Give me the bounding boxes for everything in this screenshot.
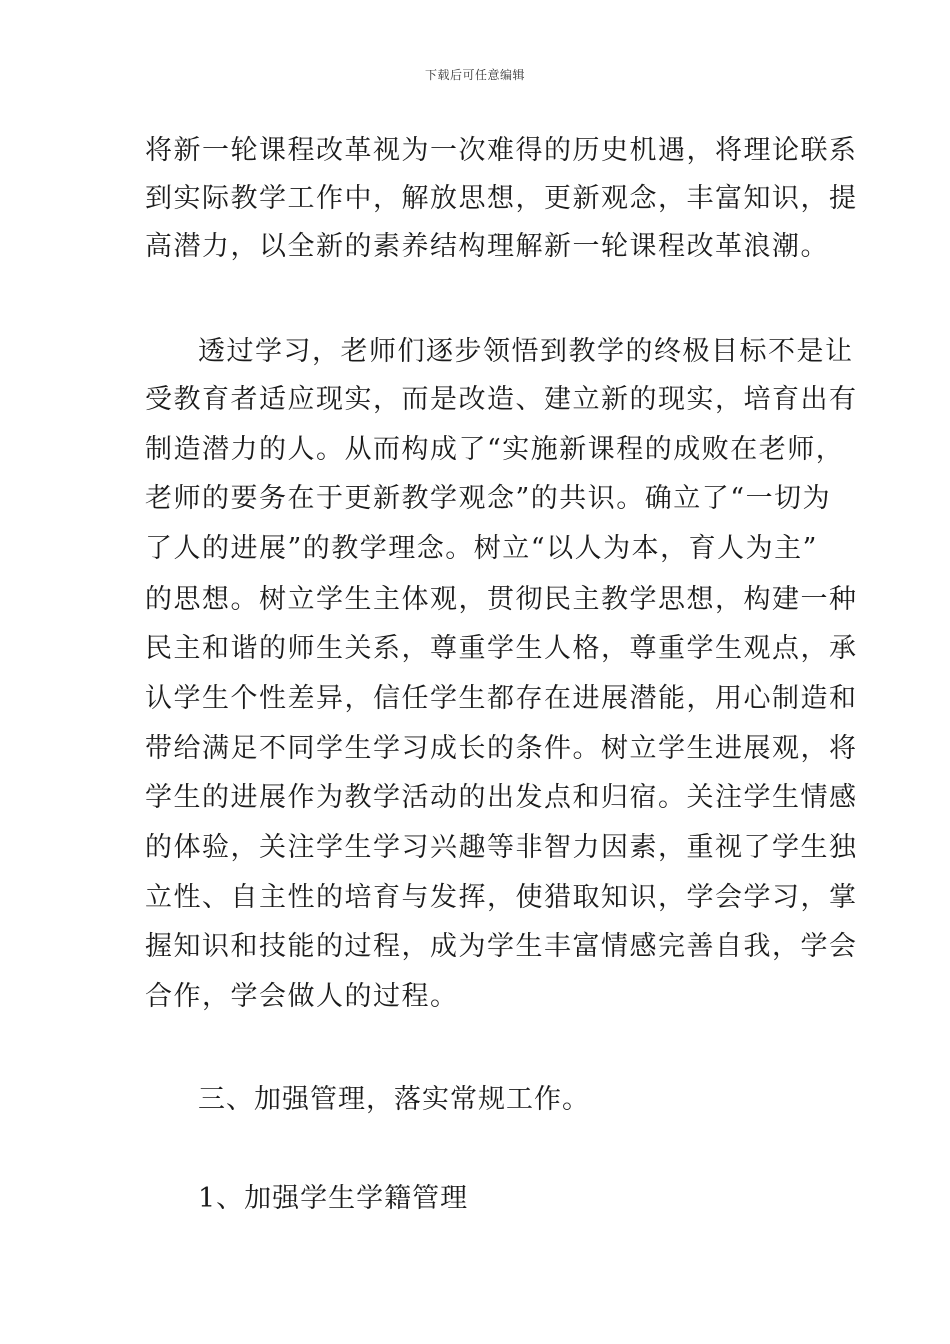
paragraph-2-line-13: 握知识和技能的过程，成为学生丰富情感完善自我，学会 xyxy=(145,931,858,962)
paragraph-2-line-6: 的思想。树立学生主体观，贯彻民主教学思想，构建一种 xyxy=(145,584,858,615)
paragraph-1-line-2: 到实际教学工作中，解放思想，更新观念，丰富知识，提 xyxy=(145,183,858,214)
paragraph-2-line-10: 学生的进展作为教学活动的出发点和归宿。关注学生情感 xyxy=(145,782,858,813)
paragraph-2-line-5: 了人的进展”的教学理念。树立“以人为本，育人为主” xyxy=(145,533,818,564)
paragraph-1-line-1: 将新一轮课程改革视为一次难得的历史机遇，将理论联系 xyxy=(145,135,858,166)
paragraph-2-line-9: 带给满足不同学生学习成长的条件。树立学生进展观，将 xyxy=(145,733,858,764)
download-editable-note: 下载后可任意编辑 xyxy=(424,68,525,82)
paragraph-2-line-11: 的体验，关注学生学习兴趣等非智力因素，重视了学生独 xyxy=(145,832,858,863)
section-heading: 三、加强管理，落实常规工作。 xyxy=(198,1084,590,1115)
paragraph-2-line-3: 制造潜力的人。从而构成了“实施新课程的成败在老师， xyxy=(145,434,845,465)
paragraph-2-line-7: 民主和谐的师生关系，尊重学生人格，尊重学生观点，承 xyxy=(145,633,858,664)
paragraph-2-line-1: 透过学习，老师们逐步领悟到教学的终极目标不是让 xyxy=(198,336,854,367)
paragraph-1-line-3: 高潜力，以全新的素养结构理解新一轮课程改革浪潮。 xyxy=(145,231,829,262)
subsection-heading: 1、加强学生学籍管理 xyxy=(198,1183,469,1214)
paragraph-2-line-2: 受教育者适应现实，而是改造、建立新的现实，培育出有 xyxy=(145,384,858,415)
paragraph-2-line-4: 老师的要务在于更新教学观念”的共识。确立了“一切为 xyxy=(145,483,832,514)
paragraph-2-line-8: 认学生个性差异，信任学生都存在进展潜能，用心制造和 xyxy=(145,683,858,714)
paragraph-2-line-14: 合作，学会做人的过程。 xyxy=(145,981,459,1012)
paragraph-2-line-12: 立性、自主性的培育与发挥，使猎取知识，学会学习，掌 xyxy=(145,882,858,913)
